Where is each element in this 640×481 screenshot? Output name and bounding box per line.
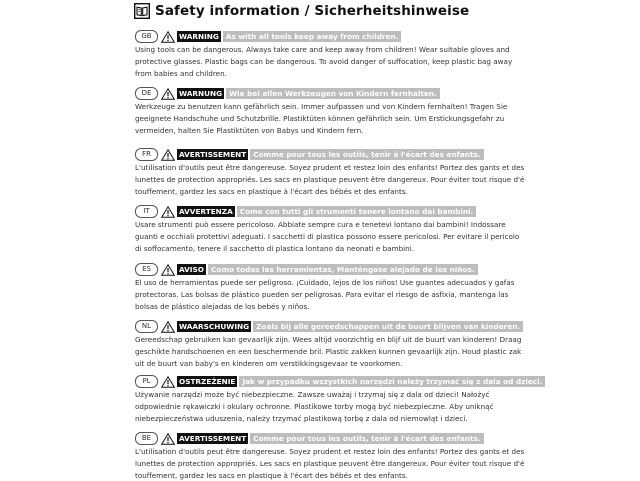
section-header xyxy=(135,263,495,276)
section-header xyxy=(135,205,495,218)
section-header xyxy=(135,432,495,445)
warning-triangle-icon xyxy=(161,31,175,43)
section-es xyxy=(135,263,515,312)
warning-triangle-icon xyxy=(161,264,175,276)
language-badge: IT xyxy=(135,205,158,218)
page-header xyxy=(134,0,469,22)
warning-triangle-icon xyxy=(161,149,175,161)
text-line: L'utilisation d'outils peut être dangereuse. Soyez prudent et restez loin des enfants! Portez des gants et des xyxy=(135,163,525,172)
text-line: lunettes de protection appropriés. Les sacs en plastique peuvent être dangereux. Pour éviter tout risque d'é xyxy=(135,174,525,184)
text-line: lunettes de protection appropriés. Les sacs en plastique peuvent être dangereux. Pour éviter tout risque d'é xyxy=(135,458,525,468)
text-line: touffement, gardez les sacs en plastique à l'écart des bébés et des enfants. xyxy=(135,186,408,196)
text-line: Werkzeuge zu benutzen kann gefährlich sein. Immer aufpassen und von Kindern fernhalten! Tragen Sie xyxy=(135,102,508,111)
language-badge: GB xyxy=(135,30,158,43)
text-line: di soffocamento, tenere il sacchetto di plastica lontano da neonati e bambini. xyxy=(135,243,414,253)
text-line: Używanie narzędzi może być niebezpieczne. Zawsze uważaj i trzymaj się z dala od dzieci! Nałożyć xyxy=(135,390,490,399)
text-line: protective glasses. Plastic bags can be dangerous. To avoid danger of suffocation, keep plastic bag away xyxy=(135,56,513,66)
section-header xyxy=(135,30,495,43)
text-line: Using tools can be dangerous. Always take care and keep away from children! Wear suitable gloves and xyxy=(135,45,510,54)
section-it xyxy=(135,205,520,254)
text-line: guanti e occhiali protettivi adeguati. I sacchetti di plastica possono essere pericolosi. Per evitare il pericolo xyxy=(135,231,520,241)
warning-label: WARNING xyxy=(179,32,219,41)
warning-message: Jak w przypadku wszystkich narzędzi należy trzymać się z dala od dzieci. xyxy=(239,376,545,387)
warning-message: Zoals bij alle gereedschappen uit de buurt blijven van kinderen. xyxy=(253,321,523,332)
section-text xyxy=(135,389,495,424)
section-fr xyxy=(135,148,525,197)
section-text xyxy=(135,277,515,312)
language-badge: NL xyxy=(135,320,158,333)
text-line: bolsas de plástico alejadas de los bebés y niños. xyxy=(135,301,310,311)
warning-triangle-icon xyxy=(161,376,175,388)
warning-label: OSTRZEŻENIE xyxy=(179,377,236,386)
warning-label: AVERTISSEMENT xyxy=(179,434,247,443)
section-text xyxy=(135,101,508,136)
section-header xyxy=(135,375,543,388)
warning-label: AVVERTENZA xyxy=(179,207,233,216)
book-icon xyxy=(134,3,150,19)
section-header xyxy=(135,87,495,100)
text-line: vermeiden, halten Sie Plastiktüten von Babys und Kindern fern. xyxy=(135,125,364,135)
warning-triangle-icon xyxy=(161,206,175,218)
language-badge: PL xyxy=(135,375,158,388)
warning-label: WARNUNG xyxy=(179,89,223,98)
text-line: uit de buurt van baby's en kinderen om verstikkingsgevaar te voorkomen. xyxy=(135,358,403,368)
language-badge: FR xyxy=(135,148,158,161)
section-header xyxy=(135,148,495,161)
warning-label: WAARSCHUWING xyxy=(179,322,250,331)
page-title: Safety information / Sicherheitshinweise xyxy=(155,3,470,19)
text-line: Usare strumenti può essere pericoloso. Abbiate sempre cura e tenetevi lontano dai bambini! Indossare xyxy=(135,220,506,229)
warning-message: Comme pour tous les outils, tenir à l'écart des enfants. xyxy=(250,433,483,444)
section-text xyxy=(135,446,525,481)
text-line: touffement, gardez les sacs en plastique à l'écart des bébés et des enfants. xyxy=(135,470,408,480)
warning-message: Wie bei allen Werkzeugen von Kindern fernhalten. xyxy=(226,88,440,99)
warning-message: Come con tutti gli strumenti tenere lontano dai bambini. xyxy=(237,206,477,217)
text-line: niebezpieczeństwa uduszenia, należy trzymać plastikową torbę z dala od niemowląt i dzieci. xyxy=(135,413,468,423)
language-badge: ES xyxy=(135,263,158,276)
text-line: odpowiednie rękawiczki i okulary ochronne. Plastikowe torby mogą być niebezpieczne. Aby uniknąć xyxy=(135,401,494,411)
text-line: geschikte handschoenen en een beschermende bril. Plastic zakken kunnen gevaarlijk zijn. Houd plastic zak xyxy=(135,346,522,356)
warning-message: Como todas las herramientas, Manténgase alejado de los niños. xyxy=(208,264,478,275)
warning-label: AVISO xyxy=(179,265,204,274)
warning-triangle-icon xyxy=(161,433,175,445)
text-line: L'utilisation d'outils peut être dangereuse. Soyez prudent et restez loin des enfants! Portez des gants et des xyxy=(135,447,525,456)
warning-message: As with all tools keep away from children. xyxy=(223,31,402,42)
text-line: protectoras. Las bolsas de plástico pueden ser peligrosas. Para evitar el riesgo de asfixia, mantenga las xyxy=(135,289,509,299)
section-nl xyxy=(135,320,522,369)
warning-triangle-icon xyxy=(161,88,175,100)
section-text xyxy=(135,44,513,79)
section-text xyxy=(135,334,522,369)
section-be xyxy=(135,432,525,481)
section-header xyxy=(135,320,521,333)
text-line: geeignete Handschuhe und Schutzbrille. Plastiktüten können gefährlich sein. Um Erstickungsgefahr zu xyxy=(135,113,505,123)
text-line: Gereedschap gebruiken kan gevaarlijk zijn. Wees altijd voorzichtig en blijf uit de buurt van kinderen! Draag xyxy=(135,335,522,344)
section-gb xyxy=(135,30,513,79)
section-text xyxy=(135,219,520,254)
language-badge: DE xyxy=(135,87,158,100)
warning-label: AVERTISSEMENT xyxy=(179,150,247,159)
text-line: from babies and children. xyxy=(135,68,227,78)
section-de xyxy=(135,87,508,136)
text-line: El uso de herramientas puede ser peligroso. ¡Cuidado, lejos de los niños! Use guantes adecuados y gafas xyxy=(135,278,515,287)
warning-triangle-icon xyxy=(161,321,175,333)
section-text xyxy=(135,162,525,197)
section-pl xyxy=(135,375,543,424)
language-badge: BE xyxy=(135,432,158,445)
warning-message: Comme pour tous les outils, tenir à l'écart des enfants. xyxy=(250,149,483,160)
